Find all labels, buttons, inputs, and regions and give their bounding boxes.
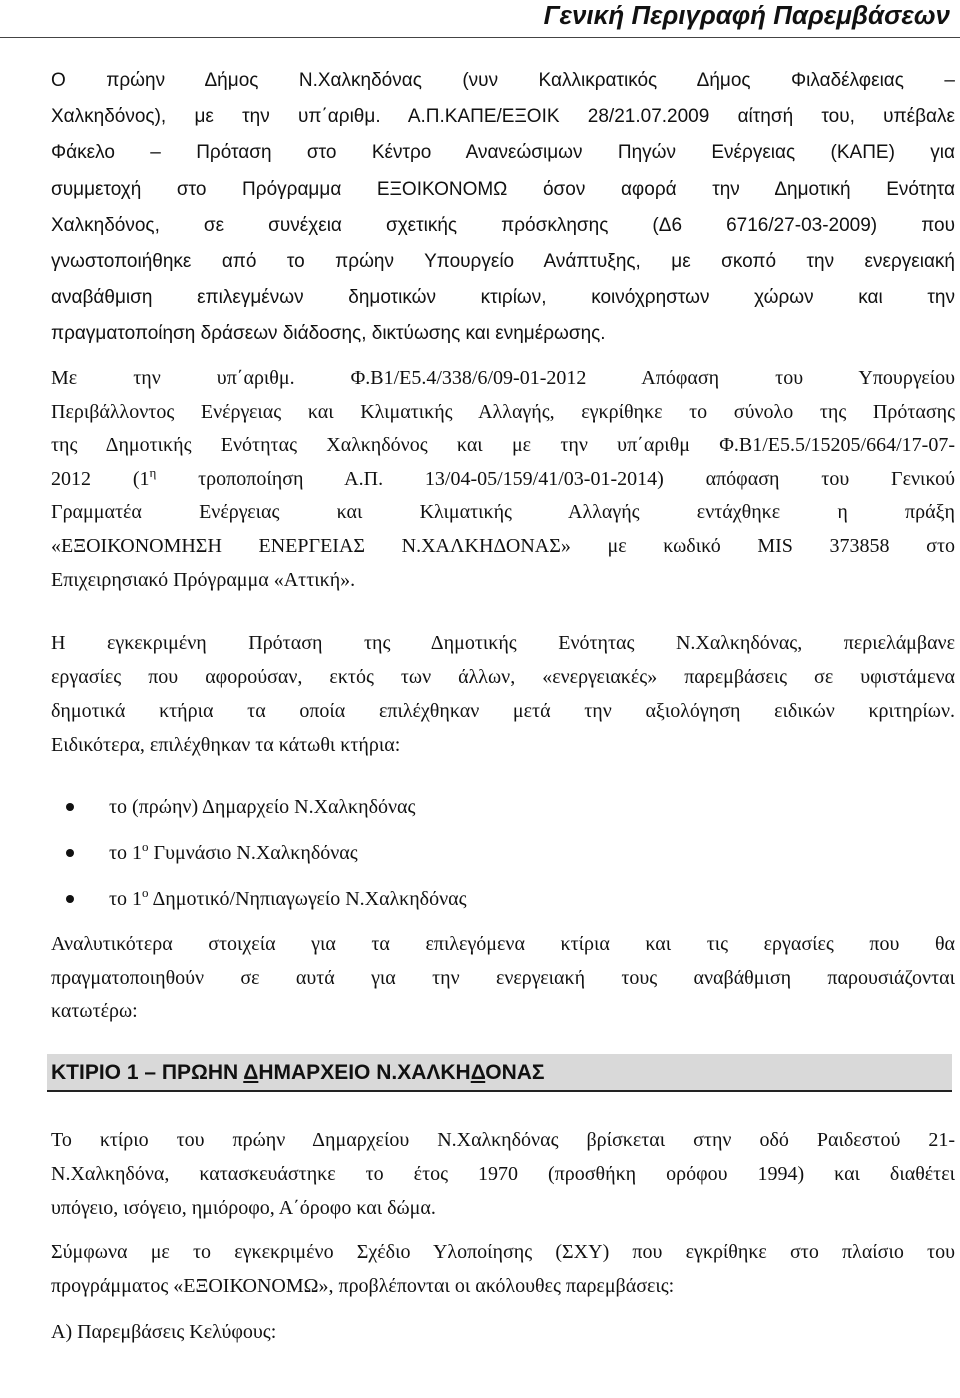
text-line: πραγματοποιηθούν σε αυτά για την ενεργειακή τους αναβάθμιση παρουσιάζονται	[51, 966, 955, 989]
details-intro-paragraph	[51, 928, 955, 1029]
text-line	[51, 463, 955, 497]
subsection-label: Α) Παρεμβάσεις Κελύφους:	[51, 1321, 277, 1343]
list-item-text: Γυμνάσιο Ν.Χαλκηδόνας	[148, 842, 358, 864]
buildings-list	[51, 792, 951, 930]
text-line: Ειδικότερα, επιλέχθηκαν τα κάτωθι κτήρια:	[51, 734, 401, 756]
page-header-title: Γενική Περιγραφή Παρεμβάσεων	[543, 0, 950, 30]
text-line: Επιχειρησιακό Πρόγραμμα «Αττική».	[51, 568, 356, 591]
text-line: Η εγκεκριμένη Πρόταση της Δημοτικής Ενότητας Ν.Χαλκηδόνας, περιελάμβανε	[51, 632, 955, 654]
superscript: ο	[142, 839, 149, 854]
text-line: «ΕΞΟΙΚΟΝΟΜΗΣΗ ΕΝΕΡΓΕΙΑΣ Ν.ΧΑΛΚΗΔΟΝΑΣ» με κωδικό MIS 373858 στο	[51, 534, 955, 557]
text-line: πραγματοποίηση δράσεων διάδοσης, δικτύωσης και ενημέρωσης.	[51, 323, 606, 345]
intro-paragraph	[51, 63, 955, 353]
text-line: υπόγειο, ισόγειο, ημιόροφο, Α΄όροφο και δώμα.	[51, 1197, 436, 1219]
text-line: εργασίες που αφορούσαν, εκτός των άλλων, «ενεργειακές» παρεμβάσεις σε υφιστάμενα	[51, 666, 955, 688]
text-line: Σύμφωνα με το εγκεκριμένο Σχέδιο Υλοποίησης (ΣΧΥ) που εγκρίθηκε στο πλαίσιο του	[51, 1241, 955, 1263]
text-line: Το κτίριο του πρώην Δημαρχείου Ν.Χαλκηδόνας βρίσκεται στην οδό Ραιδεστού 21-	[51, 1129, 955, 1151]
superscript: η	[149, 464, 157, 480]
text-line: Περιβάλλοντος Ενέργειας και Κλιματικής Αλλαγής, εγκρίθηκε το σύνολο της Πρότασης	[51, 400, 955, 423]
text-fragment: 2012 (1	[51, 467, 150, 490]
text-fragment: τροποποίηση Α.Π. 13/04-05/159/41/03-01-2014) απόφαση του Γενικού	[156, 467, 955, 490]
heading-fragment: Δ	[243, 1061, 259, 1084]
interventions-intro-paragraph	[51, 1236, 955, 1303]
superscript: ο	[142, 885, 149, 900]
selection-paragraph	[51, 626, 955, 762]
heading-fragment: ΚΤΙΡΙΟ 1 – ΠΡΩΗΝ	[51, 1061, 244, 1084]
text-line: δημοτικά κτήρια τα οποία επιλέχθηκαν μετά την αξιολόγηση ειδικών κριτηρίων.	[51, 700, 955, 722]
text-line: προγράμματος «ΕΞΟΙΚΟΝΟΜΩ», προβλέπονται οι ακόλουθες παρεμβάσεις:	[51, 1274, 675, 1297]
text-line: Χαλκηδόνος, σε συνέχεια σχετικής πρόσκλησης (Δ6 6716/27-03-2009) που	[51, 214, 955, 236]
header-rule	[0, 37, 960, 38]
list-item	[51, 792, 951, 838]
text-line: Χαλκηδόνος), με την υπ΄αριθμ. Α.Π.ΚΑΠΕ/ΕΞΟΙΚ 28/21.07.2009 αίτησή του, υπέβαλε	[51, 106, 955, 128]
section-heading-building-1	[47, 1054, 952, 1092]
list-item-text: το 1	[109, 842, 143, 864]
text-line: γνωστοποιήθηκε από το πρώην Υπουργείο Ανάπτυξης, με σκοπό την ενεργειακή	[51, 251, 955, 273]
text-line: Γραμματέα Ενέργειας και Κλιματικής Αλλαγής εντάχθηκε η πράξη	[51, 501, 955, 524]
list-item-text: το 1	[109, 888, 143, 910]
text-line: αναβάθμιση επιλεγμένων δημοτικών κτιρίων, κοινόχρηστων χώρων και την	[51, 287, 955, 309]
text-line: της Δημοτικής Ενότητας Χαλκηδόνος και με την υπ΄αριθμ Φ.Β1/Ε5.5/15205/664/17-07-	[51, 434, 955, 457]
approval-paragraph	[51, 362, 955, 597]
list-item	[51, 838, 951, 884]
list-item-text: Δημοτικό/Νηπιαγωγείο Ν.Χαλκηδόνας	[148, 888, 467, 910]
heading-fragment: ΗΜΑΡΧΕΙΟ Ν.ΧΑΛΚΗ	[258, 1061, 471, 1084]
bullet-icon	[66, 895, 74, 903]
text-line: Ο πρώην Δήμος Ν.Χαλκηδόνας (νυν Καλλικρατικός Δήμος Φιλαδέλφειας –	[51, 70, 955, 91]
bullet-icon	[66, 803, 74, 811]
text-line: Αναλυτικότερα στοιχεία για τα επιλεγόμενα κτίρια και τις εργασίες που θα	[51, 933, 955, 955]
text-line: συμμετοχή στο Πρόγραμμα ΕΞΟΙΚΟΝΟΜΩ όσον αφορά την Δημοτική Ενότητα	[51, 178, 955, 200]
text-line: Φάκελο – Πρόταση στο Κέντρο Ανανεώσιμων Πηγών Ενέργειας (ΚΑΠΕ) για	[51, 142, 955, 164]
list-item-text: το (πρώην) Δημαρχείο Ν.Χαλκηδόνας	[109, 796, 416, 818]
text-line: Με την υπ΄αριθμ. Φ.Β1/Ε5.4/338/6/09-01-2012 Απόφαση του Υπουργείου	[51, 367, 955, 389]
building-description-paragraph	[51, 1123, 955, 1225]
list-item	[51, 884, 951, 930]
heading-fragment: Δ	[470, 1061, 486, 1084]
text-line: Ν.Χαλκηδόνα, κατασκευάστηκε το έτος 1970 (προσθήκη ορόφου 1994) και διαθέτει	[51, 1163, 955, 1185]
subsection-heading-shell	[51, 1316, 955, 1349]
bullet-icon	[66, 849, 74, 857]
heading-fragment: ΟΝΑΣ	[485, 1061, 545, 1084]
text-line: κατωτέρω:	[51, 1000, 138, 1022]
